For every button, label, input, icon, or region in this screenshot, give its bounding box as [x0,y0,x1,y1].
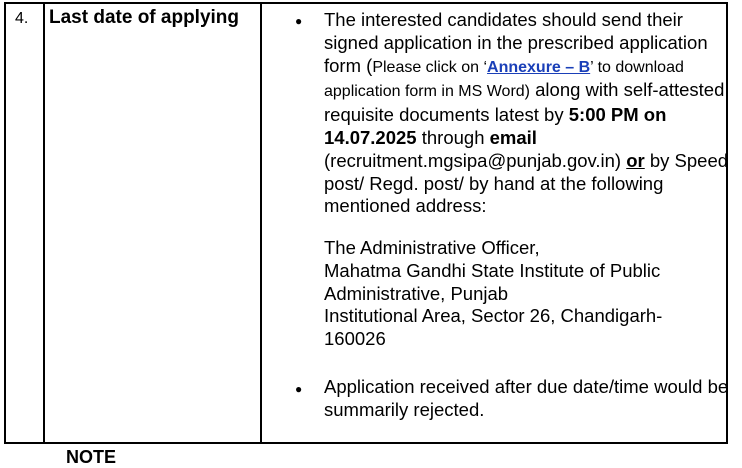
instructions-text-3: ’ to download application form in MS Word) [324,58,684,101]
address-line-5: 160026 [324,328,386,350]
or-word: or [626,149,645,171]
instructions-text-4: along with self-attested requisite documents latest by [324,79,725,126]
deadline: 5:00 PM on 14.07.2025 [324,104,667,148]
annexure-b-link[interactable]: Annexure – B [487,58,591,76]
address-line-1: The Administrative Officer, [324,237,540,258]
note-heading [66,446,117,467]
serial-number-cell [6,4,45,442]
bullet-icon: ● [295,14,303,28]
address-line-3: Administrative, Punjab [324,282,509,304]
content-cell [262,4,729,442]
instructions-text-6: by Speed post/ Regd. post/ by hand at the following mentioned address: [324,149,729,217]
instructions-text-1: The interested candidates should send their signed application in the prescribed application form ( [324,9,708,76]
rejection-note [324,376,734,422]
email-label: email [489,126,537,148]
rejection-text: Application received after due date/time would be summarily rejected. [324,376,729,420]
application-table [4,2,728,444]
row-label: Last date of applying [49,7,240,28]
serial-number: 4. [15,10,29,27]
instructions-paragraph [324,9,734,218]
address-block [324,237,734,351]
address-line-2: Mahatma Gandhi State Institute of Public [324,259,661,281]
instructions-text-2: Please click on ‘ [372,58,488,76]
label-cell [45,4,262,442]
email-address: (recruitment.mgsipa@punjab.gov.in) [324,149,627,171]
note-heading-text: NOTE [66,447,117,467]
bullet-icon: ● [295,382,303,396]
address-line-4: Institutional Area, Sector 26, Chandigarh- [324,305,663,327]
instructions-text-5: through [416,126,490,148]
